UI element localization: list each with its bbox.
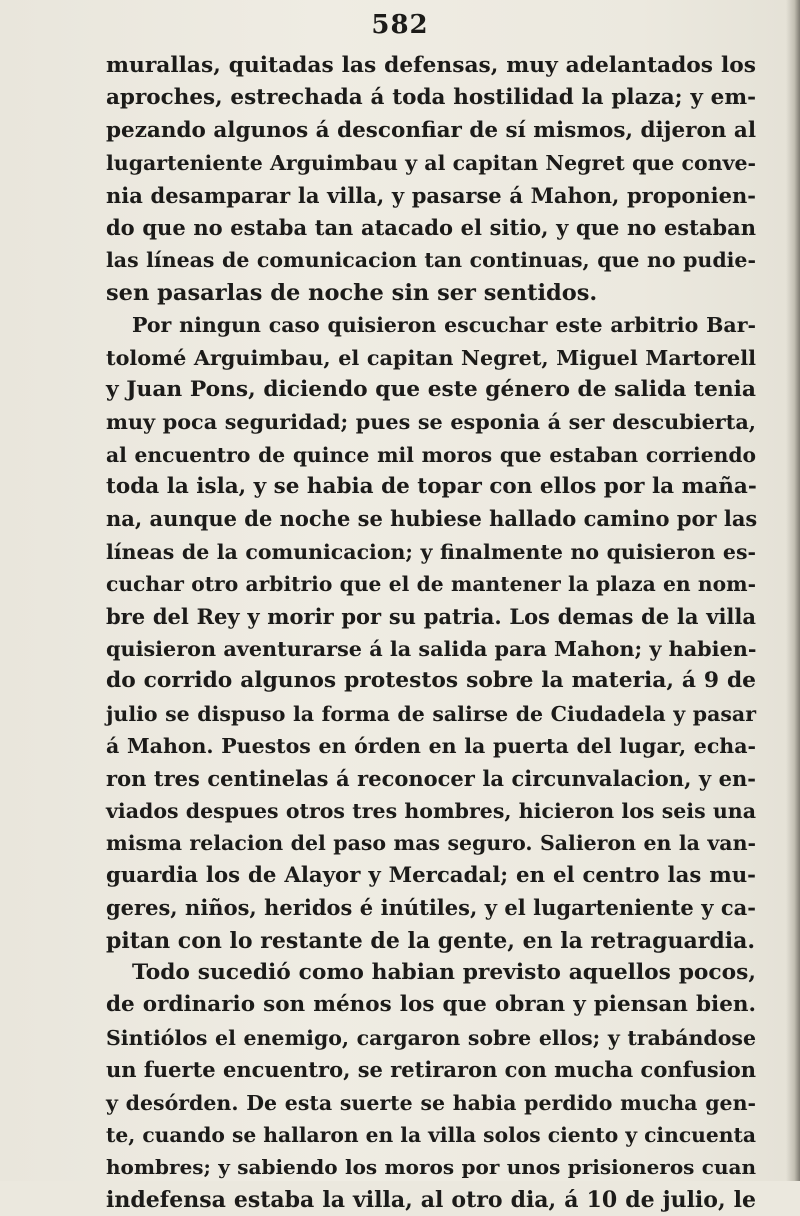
- text-line: nia desamparar la villa, y pasarse á Mahon, proponien-: [106, 182, 756, 208]
- text-line: Sintiólos el enemigo, cargaron sobre ellos; y trabándose: [106, 1025, 756, 1050]
- text-line: ron tres centinelas á reconocer la circunvalacion, y en-: [106, 765, 756, 791]
- text-line: líneas de la comunicacion; y finalmente no quisieron es-: [106, 539, 756, 564]
- text-line: á Mahon. Puestos en órden en la puerta del lugar, echa-: [106, 734, 756, 759]
- text-line: indefensa estaba la villa, al otro dia, á 10 de julio, le: [106, 1186, 756, 1213]
- text-line: do corrido algunos protestos sobre la materia, á 9 de: [106, 668, 756, 694]
- text-line: aproches, estrechada á toda hostilidad la plaza; y em-: [106, 85, 756, 111]
- text-line: Todo sucedió como habian previsto aquellos pocos,: [132, 959, 756, 985]
- text-line: na, aunque de noche se hubiese hallado camino por las: [106, 506, 758, 532]
- text-line: y Juan Pons, diciendo que este género de salida tenia: [106, 376, 756, 402]
- text-line: hombres; y sabiendo los moros por unos prisioneros cuan: [106, 1155, 756, 1180]
- text-line: te, cuando se hallaron en la villa solos ciento y cincuenta: [106, 1122, 756, 1147]
- text-line: toda la isla, y se habia de topar con ellos por la maña-: [106, 474, 757, 500]
- text-line: lugarteniente Arguimbau y al capitan Negret que conve-: [106, 151, 756, 176]
- text-line: geres, niños, heridos é inútiles, y el lugarteniente y ca-: [106, 895, 756, 921]
- text-line: guardia los de Alayor y Mercadal; en el centro las mu-: [106, 862, 756, 888]
- text-line: tolomé Arguimbau, el capitan Negret, Miguel Martorell: [106, 345, 756, 370]
- text-line: do que no estaba tan atacado el sitio, y que no estaban: [106, 214, 756, 240]
- page-number: 582: [371, 10, 429, 40]
- text-line: misma relacion del paso mas seguro. Salieron en la van-: [106, 831, 756, 856]
- text-line: de ordinario son ménos los que obran y piensan bien.: [106, 992, 756, 1018]
- text-line: sen pasarlas de noche sin ser sentidos.: [106, 279, 598, 306]
- text-line: cuchar otro arbitrio que el de mantener la plaza en nom-: [106, 572, 756, 597]
- text-line: Por ningun caso quisieron escuchar este arbitrio Bar-: [132, 313, 756, 338]
- text-line: bre del Rey y morir por su patria. Los demas de la villa: [106, 603, 756, 629]
- text-line: quisieron aventurarse á la salida para Mahon; y habien-: [106, 637, 757, 662]
- text-line: un fuerte encuentro, se retiraron con mucha confusion: [106, 1057, 756, 1083]
- text-line: al encuentro de quince mil moros que estaban corriendo: [106, 442, 756, 467]
- text-line: murallas, quitadas las defensas, muy adelantados los: [106, 53, 756, 78]
- text-line: muy poca seguridad; pues se esponia á ser descubierta,: [106, 410, 756, 435]
- text-line: las líneas de comunicacion tan continuas, que no pudie-: [106, 248, 756, 273]
- text-line: viados despues otros tres hombres, hicieron los seis una: [106, 798, 756, 823]
- text-line: julio se dispuso la forma de salirse de Ciudadela y pasar: [106, 701, 756, 726]
- body-text: [106, 50, 756, 1216]
- text-line: pezando algunos á desconfiar de sí mismos, dijeron al: [106, 117, 757, 143]
- text-line: y desórden. De esta suerte se habia perdido mucha gen-: [106, 1090, 756, 1115]
- text-line: pitan con lo restante de la gente, en la retraguardia.: [106, 927, 755, 954]
- page-edge-shadow: [786, 0, 800, 1181]
